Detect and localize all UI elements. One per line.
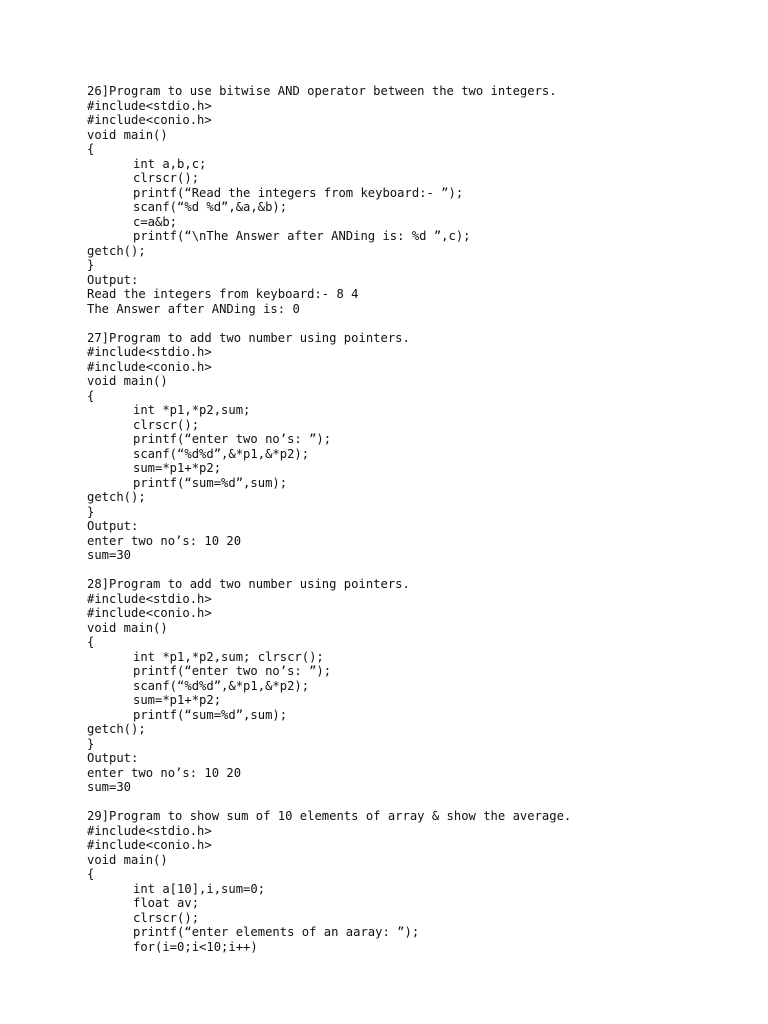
output-line: enter two no’s: 10 20 — [87, 765, 242, 780]
code-line: getch(); — [87, 722, 146, 736]
code-line-indented: int a[10],i,sum=0; — [133, 881, 266, 896]
code-line: { — [87, 388, 95, 403]
code-line-indented: clrscr(); — [133, 417, 200, 432]
code-line: #include<conio.h> — [87, 113, 212, 127]
code-line: #include<stdio.h> — [87, 823, 212, 838]
program-section — [87, 577, 727, 795]
code-line-indented: int a,b,c; — [133, 156, 207, 171]
code-line: { — [87, 635, 95, 649]
code-line-indented: c=a&b; — [133, 214, 178, 229]
code-line-indented: float av; — [133, 896, 200, 910]
code-line: #include<conio.h> — [87, 359, 212, 374]
output-line: enter two no’s: 10 20 — [87, 533, 242, 548]
code-line: { — [87, 142, 95, 156]
code-line-indented: printf(“sum=%d”,sum); — [133, 475, 288, 490]
code-line: getch(); — [87, 243, 146, 258]
program-title: 28]Program to add two number using pointers. — [87, 577, 410, 591]
code-line-indented: printf(“Read the integers from keyboard:- ”); — [133, 185, 464, 200]
code-line-indented: for(i=0;i<10;i++) — [133, 939, 258, 954]
code-line-indented: scanf(“%d%d”,&*p1,&*p2); — [133, 446, 310, 461]
program-title: 27]Program to add two number using pointers. — [87, 330, 410, 345]
code-line: void main() — [87, 127, 168, 142]
code-line: { — [87, 867, 95, 881]
program-title: 29]Program to show sum of 10 elements of array & show the average. — [87, 809, 572, 823]
output-line: Read the integers from keyboard:- 8 4 — [87, 287, 359, 301]
output-label: Output: — [87, 751, 139, 765]
program-section — [87, 331, 727, 563]
code-line: #include<stdio.h> — [87, 345, 212, 359]
code-line: #include<stdio.h> — [87, 591, 212, 606]
code-line: void main() — [87, 374, 168, 388]
code-line-indented: int *p1,*p2,sum; — [133, 403, 251, 417]
output-line: sum=30 — [87, 780, 132, 794]
code-line-indented: printf(“\nThe Answer after ANDing is: %d ”,c); — [133, 229, 471, 243]
output-line: The Answer after ANDing is: 0 — [87, 301, 300, 316]
code-line: getch(); — [87, 490, 146, 504]
code-line: } — [87, 258, 95, 272]
code-line: #include<stdio.h> — [87, 98, 212, 113]
code-line-indented: printf(“sum=%d”,sum); — [133, 707, 288, 722]
output-line: sum=30 — [87, 548, 132, 562]
code-line-indented: clrscr(); — [133, 910, 200, 925]
code-line-indented: printf(“enter two no’s: ”); — [133, 432, 332, 446]
output-label: Output: — [87, 272, 139, 287]
code-line-indented: int *p1,*p2,sum; clrscr(); — [133, 649, 324, 664]
program-section — [87, 84, 727, 316]
code-line: } — [87, 736, 95, 751]
code-line: } — [87, 504, 95, 519]
program-title: 26]Program to use bitwise AND operator between the two integers. — [87, 84, 557, 98]
code-line-indented: printf(“enter elements of an aaray: ”); — [133, 925, 420, 939]
code-line-indented: sum=*p1+*p2; — [133, 693, 222, 707]
code-line-indented: printf(“enter two no’s: ”); — [133, 664, 332, 678]
code-line-indented: sum=*p1+*p2; — [133, 461, 222, 475]
code-line: void main() — [87, 852, 168, 867]
program-section — [87, 809, 727, 954]
output-label: Output: — [87, 519, 139, 533]
code-line-indented: clrscr(); — [133, 171, 200, 185]
code-line-indented: scanf(“%d%d”,&*p1,&*p2); — [133, 678, 310, 693]
code-line-indented: scanf(“%d %d”,&a,&b); — [133, 200, 288, 214]
code-line: void main() — [87, 620, 168, 635]
document-page — [87, 84, 727, 969]
code-line: #include<conio.h> — [87, 606, 212, 620]
code-line: #include<conio.h> — [87, 838, 212, 852]
